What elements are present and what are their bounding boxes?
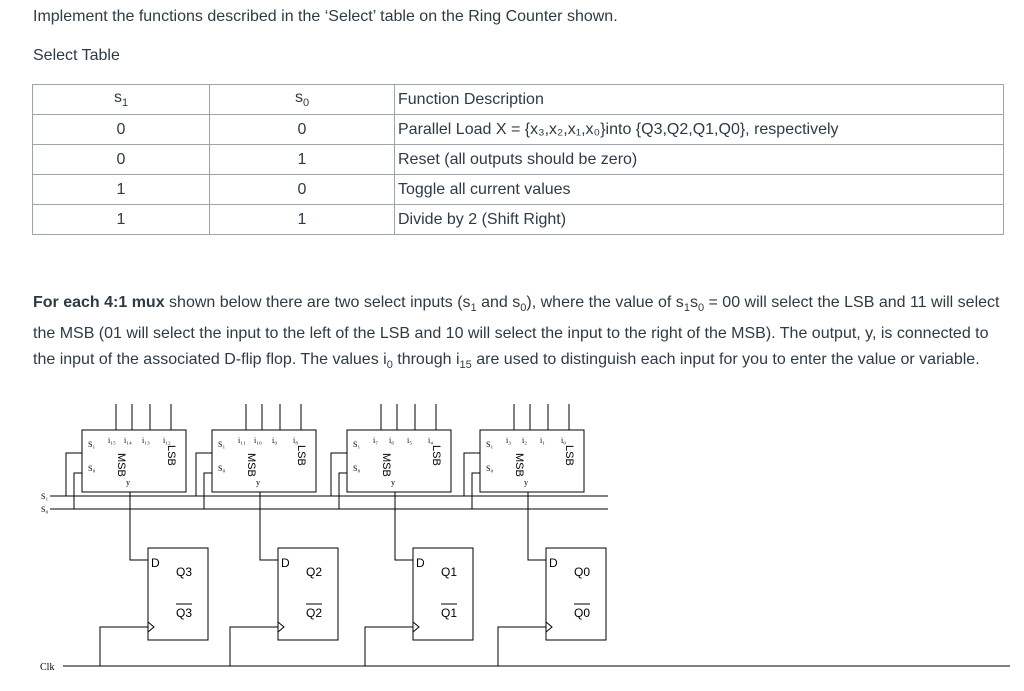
mux-s1-label: S₁ <box>88 440 96 449</box>
cell-description: Divide by 2 (Shift Right) <box>395 205 1004 235</box>
cell-description: Toggle all current values <box>395 175 1004 205</box>
q-output-label: Q0 <box>574 565 591 579</box>
s0-bus-label: S₀ <box>41 505 49 514</box>
mux-input-label: i₄ <box>428 436 434 445</box>
lsb-label: LSB <box>165 445 177 466</box>
cell-description: Parallel Load X = {x₃,x₂,x₁,x₀}into {Q3,Q2,Q1,Q0}, respectively <box>395 115 1004 145</box>
cell-s1: 1 <box>33 205 210 235</box>
stage-0 <box>66 404 208 666</box>
s1-bus-label: S₁ <box>41 492 49 501</box>
stage-1 <box>196 404 338 666</box>
header-description: Function Description <box>395 85 1004 115</box>
qbar-output-label: Q1 <box>441 606 458 620</box>
cell-s1: 0 <box>33 115 210 145</box>
lsb-label: LSB <box>430 445 442 466</box>
mux-input-label: i₉ <box>272 436 278 445</box>
table-header-row <box>33 85 1004 115</box>
mux-input-label: i₃ <box>506 436 512 445</box>
d-label: D <box>416 556 425 570</box>
lsb-label: LSB <box>295 445 307 466</box>
select-bus-lines <box>40 492 1010 673</box>
mux-input-label: i₁₃ <box>142 436 150 445</box>
qbar-output-label: Q3 <box>176 606 193 620</box>
mux-s1-label: S₁ <box>218 440 226 449</box>
mux-s0-label: S₀ <box>88 464 96 473</box>
cell-s0: 0 <box>210 115 395 145</box>
cell-s1: 1 <box>33 175 210 205</box>
mux-input-label: i₁ <box>540 436 546 445</box>
mux-s0-label: S₀ <box>218 464 226 473</box>
msb-label: MSB <box>380 453 392 477</box>
table-row <box>33 145 1004 175</box>
mux-y-label: y <box>524 478 528 487</box>
msb-label: MSB <box>245 453 257 477</box>
cell-s1: 0 <box>33 145 210 175</box>
d-label: D <box>549 556 558 570</box>
mux-description-paragraph: For each 4:1 mux shown below there are two select inputs ($s_1$ and $s_0$), where the value of $s_1s_0 = 00$ will select the LSB and 11 will select the MSB (01 will select the input to the left of the LSB and 10 will select the input to the right of the MSB). The output, y, is connected to the input of the associated D-flip flop. The values $i_0$ through $i_{15}$ are used to distinguish each input for you to enter the value or variable. <box>33 294 1000 372</box>
ring-counter-circuit <box>0 395 1024 691</box>
table-row <box>33 205 1004 235</box>
cell-s0: 1 <box>210 145 395 175</box>
mux-input-label: i₁₀ <box>254 436 262 445</box>
table-row <box>33 175 1004 205</box>
mux-input-label: i₁₄ <box>124 436 132 445</box>
cell-s0: 1 <box>210 205 395 235</box>
d-label: D <box>281 556 290 570</box>
stage-3 <box>464 404 606 666</box>
cell-s0: 0 <box>210 175 395 205</box>
mux-input-label: i₅ <box>407 436 413 445</box>
stage-2 <box>331 404 473 666</box>
table-row <box>33 115 1004 145</box>
mux-s0-label: S₀ <box>353 464 361 473</box>
cell-description: Reset (all outputs should be zero) <box>395 145 1004 175</box>
mux-input-label: i₆ <box>389 436 395 445</box>
msb-label: MSB <box>115 453 127 477</box>
mux-input-label: i₂ <box>522 436 528 445</box>
mux-input-label: i₁₂ <box>163 436 171 445</box>
table-caption: Select Table <box>33 47 120 64</box>
mux-input-label: i₈ <box>293 436 299 445</box>
mux-input-label: i₀ <box>561 436 567 445</box>
mux-s0-label: S₀ <box>486 464 494 473</box>
header-s1: $s_1$ <box>33 85 210 115</box>
mux-input-label: i₇ <box>373 436 379 445</box>
q-output-label: Q1 <box>441 565 458 579</box>
header-s0: $s_0$ <box>210 85 395 115</box>
mux-y-label: y <box>126 478 130 487</box>
mux-y-label: y <box>256 478 260 487</box>
clk-label: Clk <box>40 662 55 673</box>
q-output-label: Q2 <box>306 565 323 579</box>
qbar-output-label: Q0 <box>574 606 591 620</box>
mux-input-label: i₁₅ <box>108 436 116 445</box>
d-label: D <box>151 556 160 570</box>
select-table <box>32 84 1004 235</box>
mux-s1-label: S₁ <box>353 440 361 449</box>
mux-y-label: y <box>391 478 395 487</box>
prompt-text: Implement the functions described in the ‘Select’ table on the Ring Counter shown. <box>33 8 618 25</box>
lsb-label: LSB <box>563 445 575 466</box>
q-output-label: Q3 <box>176 565 193 579</box>
mux-s1-label: S₁ <box>486 440 494 449</box>
qbar-output-label: Q2 <box>306 606 323 620</box>
msb-label: MSB <box>513 453 525 477</box>
mux-input-label: i₁₁ <box>238 436 246 445</box>
